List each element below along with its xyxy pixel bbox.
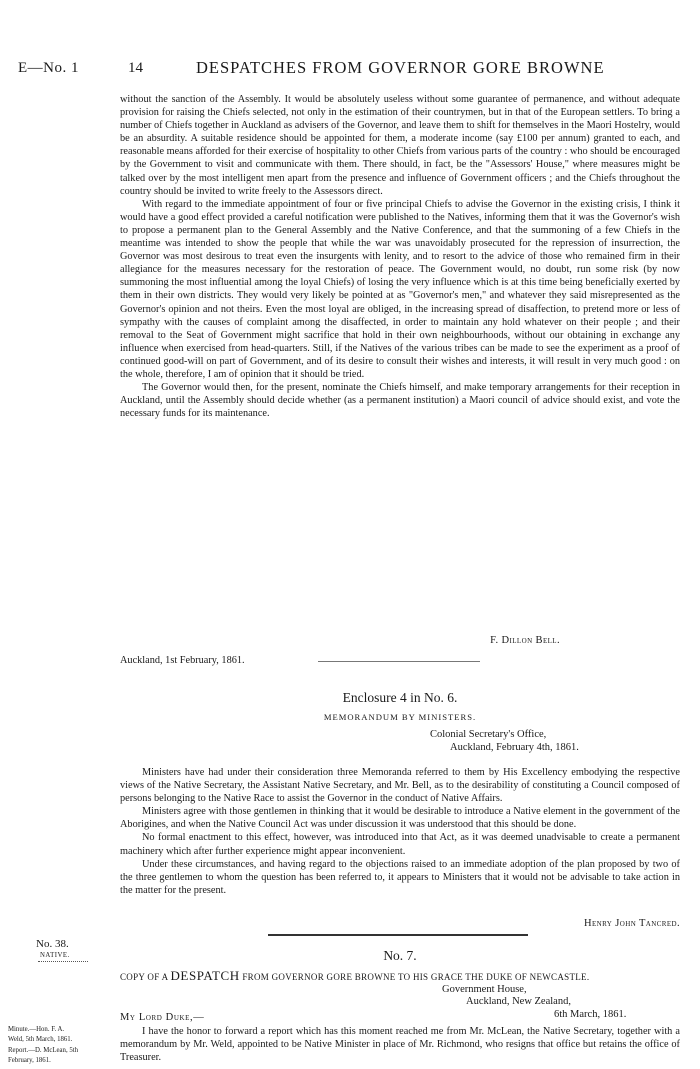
margin-category: NATIVE. [40, 952, 70, 959]
section1-body [120, 93, 680, 420]
enclosure-paragraph-1: Ministers have had under their consideration three Memoranda referred to them by His Excellency embodying the respective views of the Native Secretary, the Assistant Native Secretary, and Mr. Bell, as to the desirability of constituting a Council composed of persons belonging to the Native Race to assist the Governor in the conduct of Native Affairs. [120, 767, 680, 805]
divider-rule [318, 661, 480, 662]
signature-tancred: Henry John Tancred. [584, 918, 680, 929]
despatch-paragraph: I have the honor to forward a report which has this moment reached me from Mr. McLean, the Native Secretary, together with a memorandum by Mr. Weld, appointed to be Native Minister in place of Mr. Richmond, who resigns that office but retains the office of Treasurer. [120, 1026, 680, 1064]
despatch-heading [120, 968, 680, 984]
margin-side-notes [8, 1025, 112, 1067]
section1-paragraph-2: With regard to the immediate appointment of four or five principal Chiefs to advise the Governor in the existing crisis, I think it would have a good effect provided a careful notification were published to the Natives, informing them that it was the Governor's wish to propose a permanent plan to the General Assembly and the Native Conference, and that the summoning of a few Chiefs in the meantime was intended to show the people that while the war was unavoidably prosecuted for the repression of insurrection, the Governor was most desirous to treat even the insurgents with lenity, and to resort to the advice of those who remained firm in their allegiance for the measures necessary for the restoration of peace. The Government would, no doubt, run some risk (by now summoning the most influential among the loyal Chiefs) of losing the very influence which is at this time being beneficially exerted by them in their own districts. They would very likely be pointed at as "Governor's men," and whatever they said misrepresented as the Governor's opinion and not theirs. Even the most loyal are obliged, in the increasing spread of disaffection, to pretend more or less of sympathy with the causes of complaint among the disaffected, in order to maintain any hold whatever on their people ; and their removal to the Seat of Government might sacrifice that hold in their own neighbourhoods, without our obtaining in exchange any influence when exercised from head-quarters. Still, if the Natives of the various tribes can be made to see the experiment as a proof of continued good-will on part of Government, and of its desire to consult their wishes and interests, it will result in very much good : on the whole, therefore, I am of opinion that it should be tried. [120, 198, 680, 380]
salutation: My Lord Duke,— [120, 1012, 205, 1023]
side-note: February, 1861. [8, 1057, 51, 1065]
despatch-heading-suffix: FROM GOVERNOR GORE BROWNE TO HIS GRACE THE DUKE OF NEWCASTLE. [239, 972, 590, 982]
despatch-heading-prefix: COPY OF A [120, 972, 171, 982]
section1-paragraph-1: without the sanction of the Assembly. It would be absolutely useless without some guarantee of permanence, and without adequate provision for raising the Chiefs selected, not only in the estimation of their countrymen, but in that of the European settlers. To bring a number of Chiefs together in Auckland as advisers of the Governor, and leave them to shift for themselves in the Maori Hostelry, would be an absurdity. A suitable residence should be appointed for them, a moderate income (say £100 per annum) granted to each, and reasonable means afforded for their exercise of hospitality to other Chiefs from various parts of the country : who should be encouraged by the Government to visit and communicate with them. There should, in fact, be the "Assessors' House," where measures might be talked over by the most intelligent men apart from the presence and influence of Government officers ; and the Chiefs throughout the country should be invited to write freely to the Assessors direct. [120, 94, 680, 197]
margin-number: No. 38. [36, 938, 69, 950]
despatch-heading-keyword: DESPATCH [170, 968, 240, 983]
page-number: 14 [128, 60, 143, 76]
page-reference: E—No. 1 [18, 60, 79, 76]
enclosure-body [120, 766, 680, 897]
enclosure-title: Enclosure 4 in No. 6. [342, 690, 458, 705]
despatch-from-line-1: Government House, [442, 984, 527, 995]
section-rule [268, 934, 528, 936]
enclosure-paragraph-3: No formal enactment to this effect, however, was introduced into that Act, as it was deemed unadvisable to create a permanent machinery which after further experience might appear inconvenient. [120, 832, 680, 857]
page-title: DESPATCHES FROM GOVERNOR GORE BROWNE [196, 58, 605, 77]
enclosure-from-location: Auckland, February 4th, 1861. [450, 742, 579, 753]
side-note: Weld, 5th March, 1861. [8, 1036, 73, 1044]
side-note: Minute.—Hon. F. A. [8, 1026, 65, 1033]
despatch-body [120, 1025, 680, 1064]
side-note: Report.—D. McLean, 5th [8, 1046, 79, 1054]
section1-paragraph-3: The Governor would then, for the present, nominate the Chiefs himself, and make temporary arrangements for their reception in Auckland, until the Assembly should decide whether (as a permanent institution) a Maori council of advice should exist, and vote the necessary funds for its maintenance. [120, 382, 680, 420]
despatch-from-line-3: 6th March, 1861. [554, 1009, 627, 1020]
margin-rule [38, 961, 88, 962]
signature-bell: F. Dillon Bell. [490, 635, 560, 646]
despatch-number-title: No. 7. [383, 948, 417, 963]
despatch-from-line-2: Auckland, New Zealand, [466, 996, 571, 1007]
enclosure-paragraph-2: Ministers agree with those gentlemen in thinking that it would be desirable to introduce a Native element in the government of the Aborigines, and when the Native Council Act was under discussion it was understood that this should be done. [120, 806, 680, 831]
enclosure-from-office: Colonial Secretary's Office, [430, 729, 547, 740]
enclosure-subtitle: MEMORANDUM BY MINISTERS. [323, 712, 477, 722]
enclosure-paragraph-4: Under these circumstances, and having regard to the objections raised to an immediate adoption of the plan proposed by two of the three gentlemen to whom the question has been referred to, it appears to Ministers that it would not be advisable to take action in the matter for the present. [120, 858, 680, 896]
section1-date: Auckland, 1st February, 1861. [120, 655, 245, 666]
